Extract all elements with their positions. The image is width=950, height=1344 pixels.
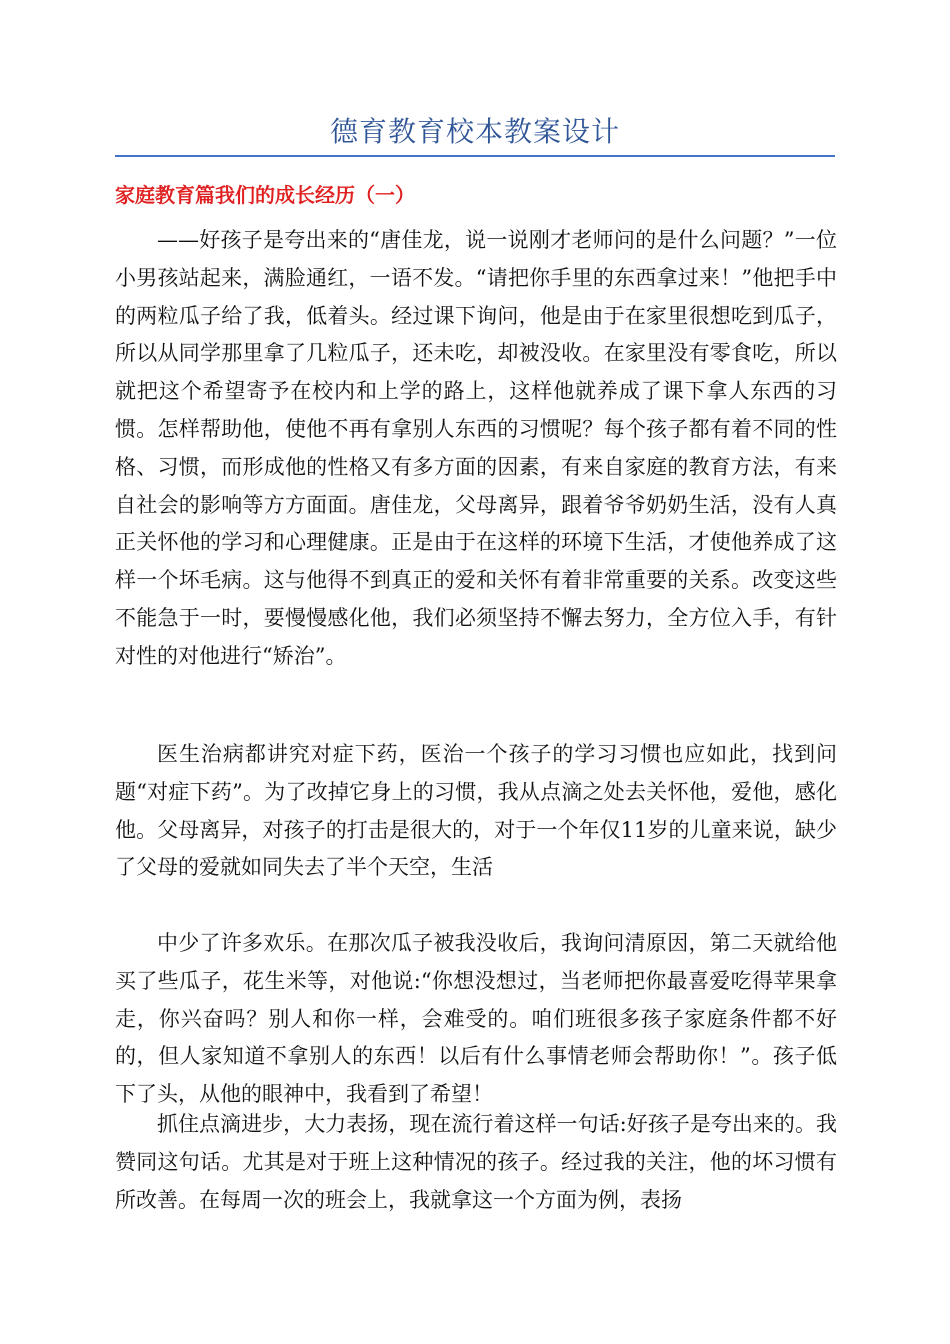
paragraph-4: 抓住点滴进步，大力表扬，现在流行着这样一句话:好孩子是夸出来的。我赞同这句话。尤其是对于班上这种情况的孩子。经过我的关注，他的坏习惯有所改善。在每周一次的班会上，我就拿这一个方面为例，表扬 bbox=[115, 1112, 837, 1212]
paragraph-1: ——好孩子是夸出来的“唐佳龙，说一说刚才老师问的是什么问题？”一位小男孩站起来，满脸通红，一语不发。“请把你手里的东西拿过来！”他把手中的两粒瓜子给了我，低着头。经过课下询问，他是由于在家里很想吃到瓜子，所以从同学那里拿了几粒瓜子，还未吃，却被没收。在家里没有零食吃，所以就把这个希望寄予在校内和上学的路上，这样他就养成了课下拿人东西的习惯。怎样帮助他，使他不再有拿别人东西的习惯呢？每个孩子都有着不同的性格、习惯，而形成他的性格又有多方面的因素，有来自家庭的教育方法，有来自社会的影响等方方面面。唐佳龙，父母离异，跟着爷爷奶奶生活，没有人真正关怀他的学习和心理健康。正是由于在这样的环境下生活，才使他养成了这样一个坏毛病。这与他得不到真正的爱和关怀有着非常重要的关系。改变这些不能急于一时，要慢慢感化他，我们必须坚持不懈去努力，全方位入手，有针对性的对他进行“矫治”。 bbox=[115, 228, 837, 668]
section-heading: 家庭教育篇我们的成长经历（一） bbox=[115, 183, 415, 207]
title-divider bbox=[115, 155, 835, 157]
page-title: 德育教育校本教案设计 bbox=[329, 115, 620, 148]
paragraph-2: 医生治病都讲究对症下药，医治一个孩子的学习习惯也应如此，找到问题“对症下药”。为了改掉它身上的习惯，我从点滴之处去关怀他，爱他，感化他。父母离异，对孩子的打击是很大的，对于一个年仅11岁的儿童来说，缺少了父母的爱就如同失去了半个天空，生活 bbox=[115, 742, 837, 880]
paragraph-3: 中少了许多欢乐。在那次瓜子被我没收后，我询问清原因，第二天就给他买了些瓜子，花生米等，对他说:“你想没想过，当老师把你最喜爱吃得苹果拿走，你兴奋吗？别人和你一样，会难受的。咱们班很多孩子家庭条件都不好的，但人家知道不拿别人的东西！以后有什么事情老师会帮助你！”。孩子低下了头，从他的眼神中，我看到了希望！ bbox=[115, 931, 837, 1107]
